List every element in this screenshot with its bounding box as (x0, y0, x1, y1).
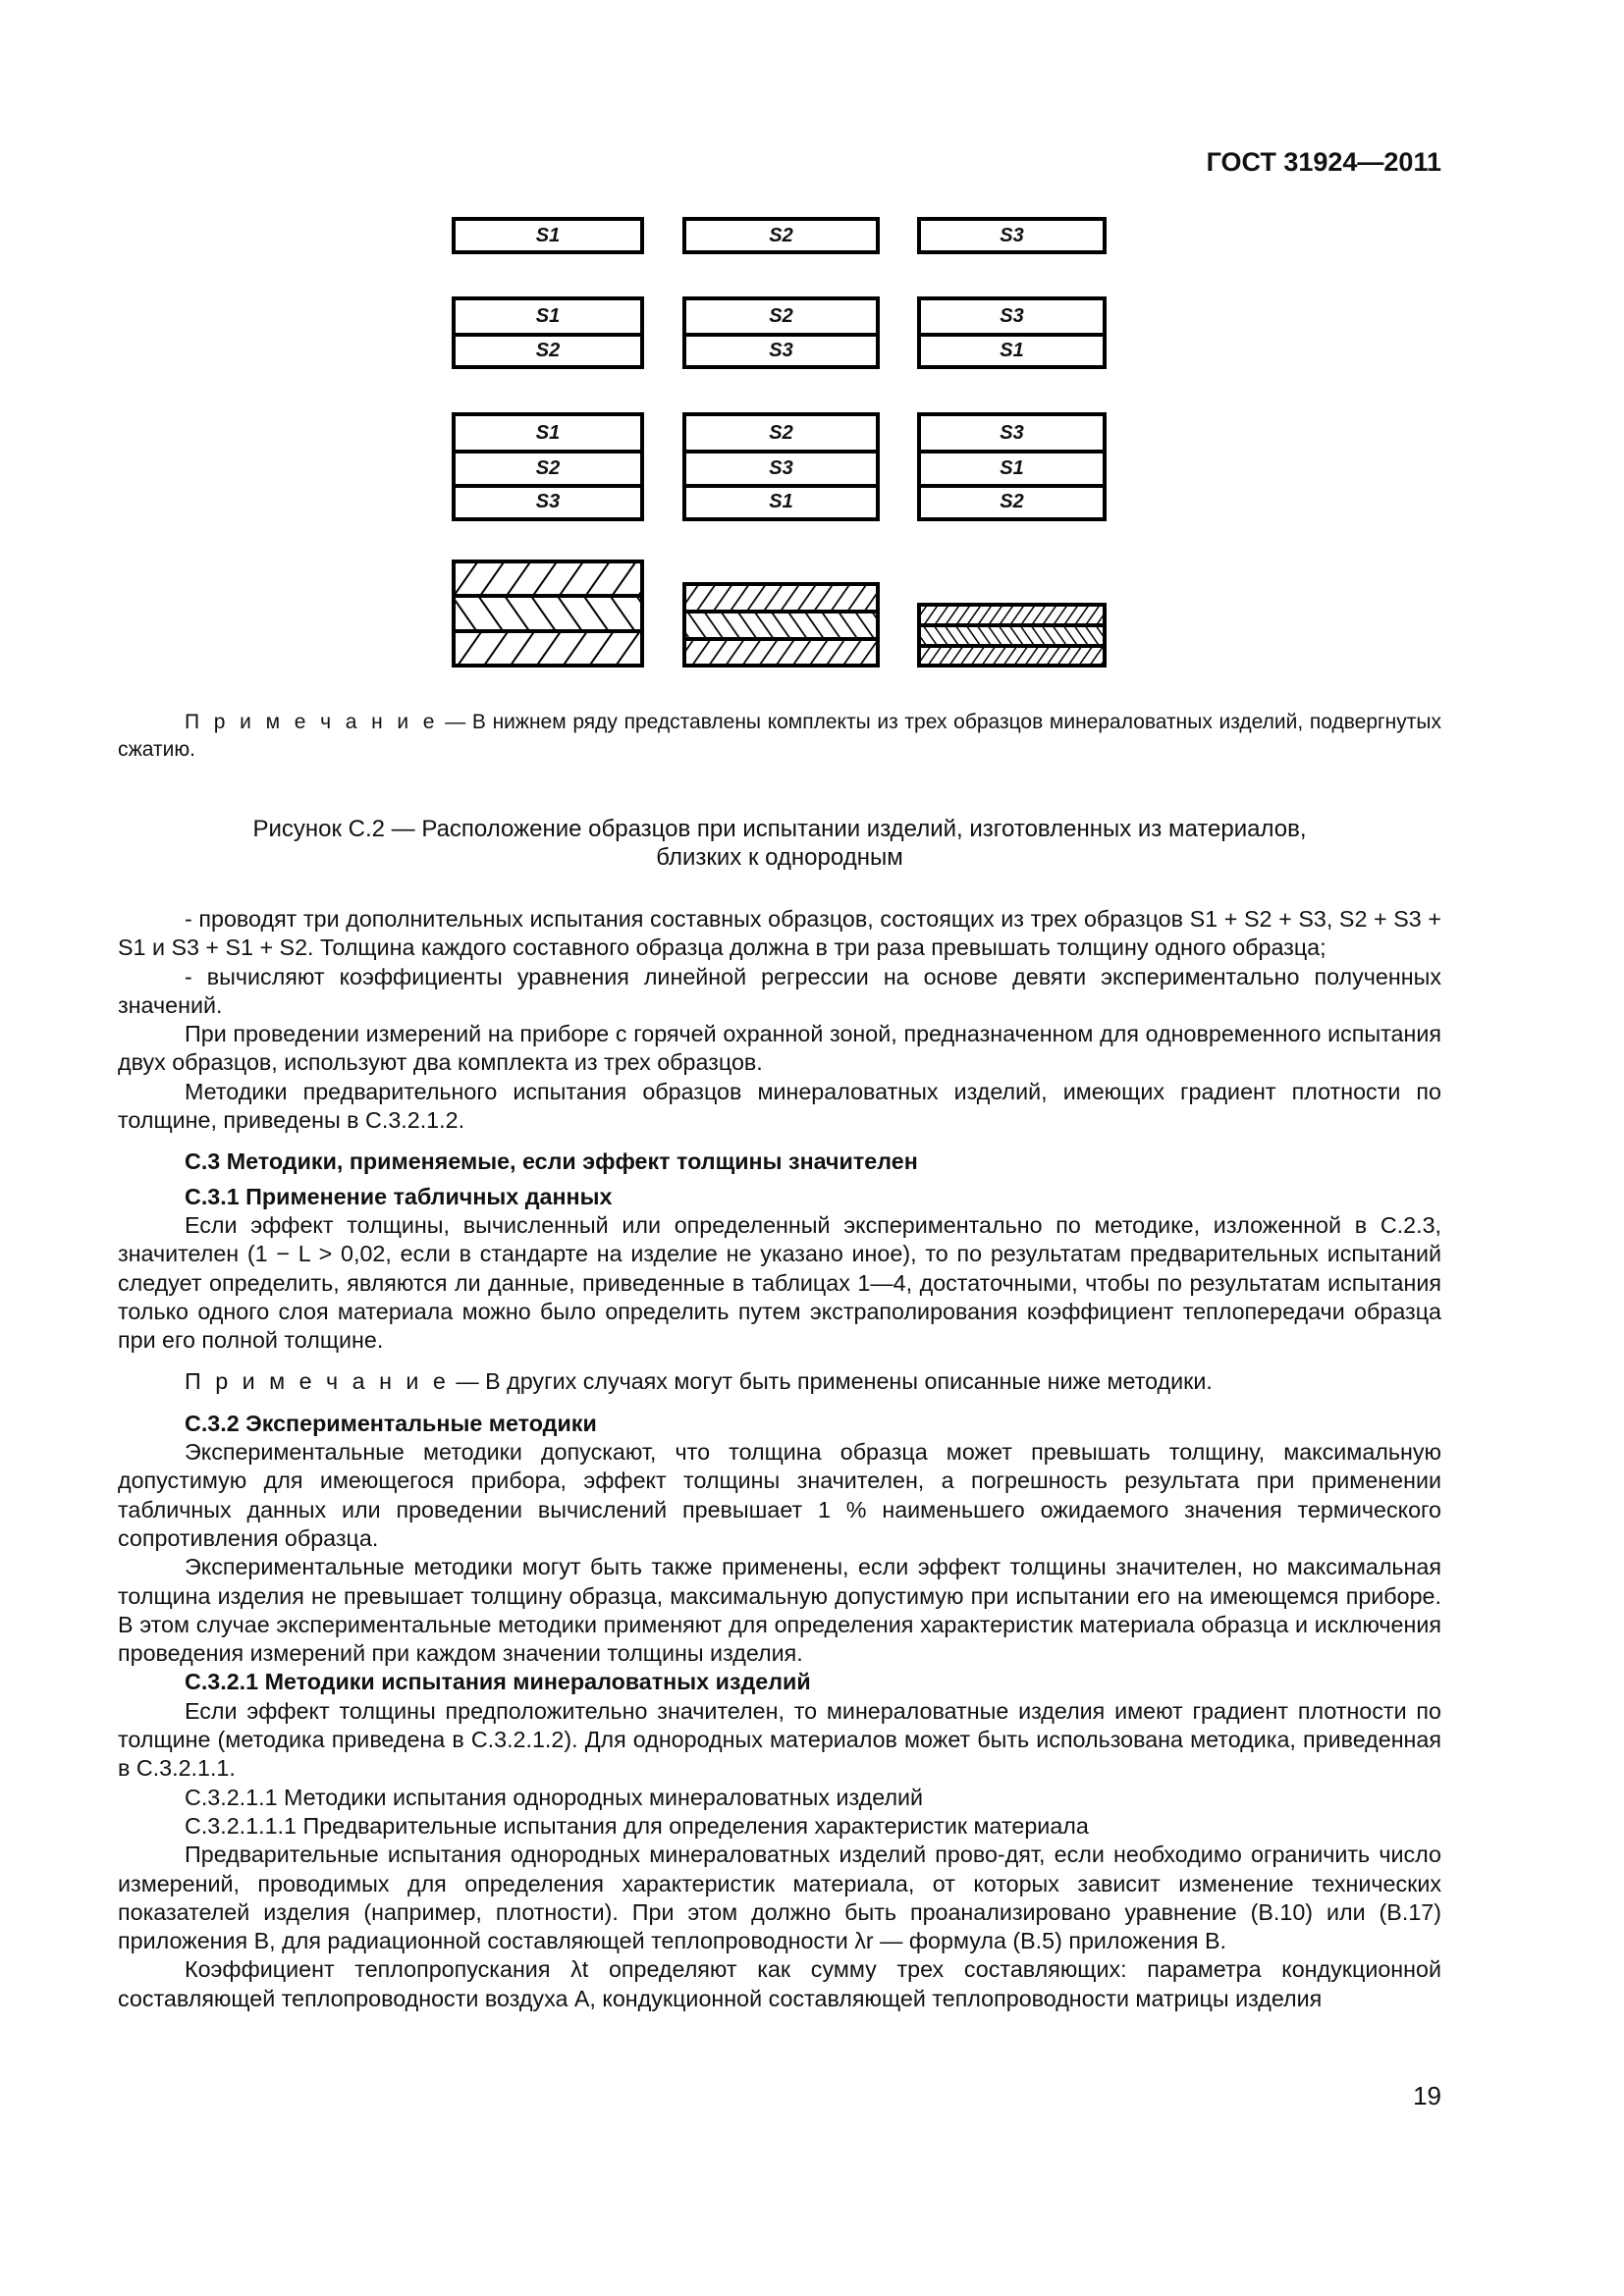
section-heading-c3: С.3 Методики, применяемые, если эффект толщины значителен (185, 1148, 918, 1175)
sample-label: S2 (456, 333, 640, 365)
sample-label: S2 (456, 450, 640, 483)
paragraph: Методики предварительного испытания образцов минераловатных изделий, имеющих градиент плотности по толщине, приведены в С.3.2.1.2. (118, 1078, 1441, 1134)
paragraph: При проведении измерений на приборе с горячей охранной зоной, предназначенном для одновременного испытания двух образцов, используют два комплекта из трех образцов. (118, 1021, 1441, 1076)
figure-caption: Рисунок С.2 — Расположение образцов при испытании изделий, изготовленных из материалов, близких к однородным (252, 816, 1307, 871)
sample-label: S1 (535, 224, 561, 246)
sample-stack (682, 217, 880, 254)
sample-label: S1 (686, 484, 876, 517)
paragraph: Экспериментальные методики могут быть также применены, если эффект толщины значителен, но максимальная толщина изделия не превышает толщину образца, максимальную допустимую при испытании его на имеющемся приборе. В этом случае экспериментальные методики применяют для определения характеристик материала образца и исключения проведения измерений при каждом значении толщины изделия. (118, 1554, 1441, 1667)
paragraph: - вычисляют коэффициенты уравнения линейной регрессии на основе девяти экспериментально полученных значений. (118, 963, 1441, 1018)
sample-label: S2 (769, 224, 793, 246)
sample-stack (682, 296, 880, 369)
sample-stack (452, 296, 644, 369)
sample-label: S3 (686, 450, 876, 483)
page-number: 19 (1413, 2081, 1441, 2110)
paragraph: Предварительные испытания однородных минераловатных изделий прово-дят, если необходимо ограничить число измерений, проводимых для определения характеристик материала, от которых зависит изменение технических показателей изделия (например, плотности). При этом должно быть проанализировано уравнение (В.10) или (В.17) приложения В, для радиационной составляющей теплопроводности λr — формула (В.5) приложения В. (118, 1842, 1441, 1954)
sample-label: S3 (1000, 224, 1024, 246)
paragraph: Коэффициент теплопропускания λt определяют как сумму трех составляющих: параметра кондукционной составляющей теплопроводности воздуха A, кондукционной составляющей теплопроводности матрицы изделия (118, 1956, 1441, 2011)
paragraph: - проводят три дополнительных испытания составных образцов, состоящих из трех образцов S1 + S2 + S3, S2 + S3 + S1 и S3 + S1 + S2. Толщина каждого составного образца должна в три раза превышать толщину одного образца; (118, 906, 1441, 961)
compressed-set-1 (452, 560, 644, 667)
sample-label: S2 (769, 421, 793, 444)
paragraph: Если эффект толщины, вычисленный или определенный экспериментально по методике, изложенной в С.2.3, значителен (1 − L > 0,02, если в стандарте на изделие не указано иное), то по результатам предварительных испытаний следует определить, являются ли данные, приведенные в таблицах 1—4, достаточными, чтобы по результатам испытания только одного слоя материала можно было определить путем экстраполирования коэффициент теплопередачи образца при его полной толщине. (118, 1211, 1441, 1354)
sample-label: S3 (1000, 305, 1024, 327)
sample-label: S2 (769, 305, 793, 327)
sample-stack (682, 412, 880, 521)
sample-stack (452, 217, 644, 254)
figure-note: П р и м е ч а н и е — В нижнем ряду представлены комплекты из трех образцов минераловатных изделий, подвергнутых сжатию. (118, 711, 1441, 761)
sample-label: S2 (921, 484, 1103, 517)
sample-label: S3 (686, 333, 876, 365)
section-heading-c321: С.3.2.1 Методики испытания минераловатных изделий (185, 1669, 811, 1695)
paragraph: Экспериментальные методики допускают, что толщина образца может превышать толщину, максимальную допустимую для имеющегося прибора, эффект толщины значителен, а погрешность результата при применении табличных данных или проведении вычислений превышает 1 % наименьшего ожидаемого значения термического сопротивления образца. (118, 1439, 1441, 1551)
sample-label: S3 (456, 484, 640, 517)
section-heading-c31: С.3.1 Применение табличных данных (185, 1183, 613, 1209)
sample-label: S1 (535, 305, 561, 327)
sample-stack (917, 217, 1107, 254)
sample-label: S1 (921, 333, 1103, 365)
compressed-set-3 (917, 603, 1107, 667)
paragraph: С.3.2.1.1 Методики испытания однородных минераловатных изделий (185, 1784, 924, 1810)
body-text (118, 905, 1441, 2013)
sample-label: S3 (1000, 421, 1024, 444)
compressed-set-2 (682, 582, 880, 667)
paragraph: С.3.2.1.1.1 Предварительные испытания для определения характеристик материала (185, 1812, 1089, 1839)
document-code: ГОСТ 31924—2011 (1206, 147, 1441, 177)
paragraph: Если эффект толщины предположительно значителен, то минераловатные изделия имеют градиент плотности по толщине (методика приведена в С.3.2.1.2). Для однородных материалов может быть использована методика, приведенная в С.3.2.1.1. (118, 1697, 1441, 1782)
sample-stack (917, 412, 1107, 521)
sample-stack (917, 296, 1107, 369)
section-heading-c32: С.3.2 Экспериментальные методики (185, 1410, 597, 1436)
note: П р и м е ч а н и е — В других случаях могут быть применены описанные ниже методики. (185, 1368, 1213, 1395)
sample-stack (452, 412, 644, 521)
sample-label: S1 (921, 450, 1103, 483)
sample-label: S1 (535, 421, 561, 444)
